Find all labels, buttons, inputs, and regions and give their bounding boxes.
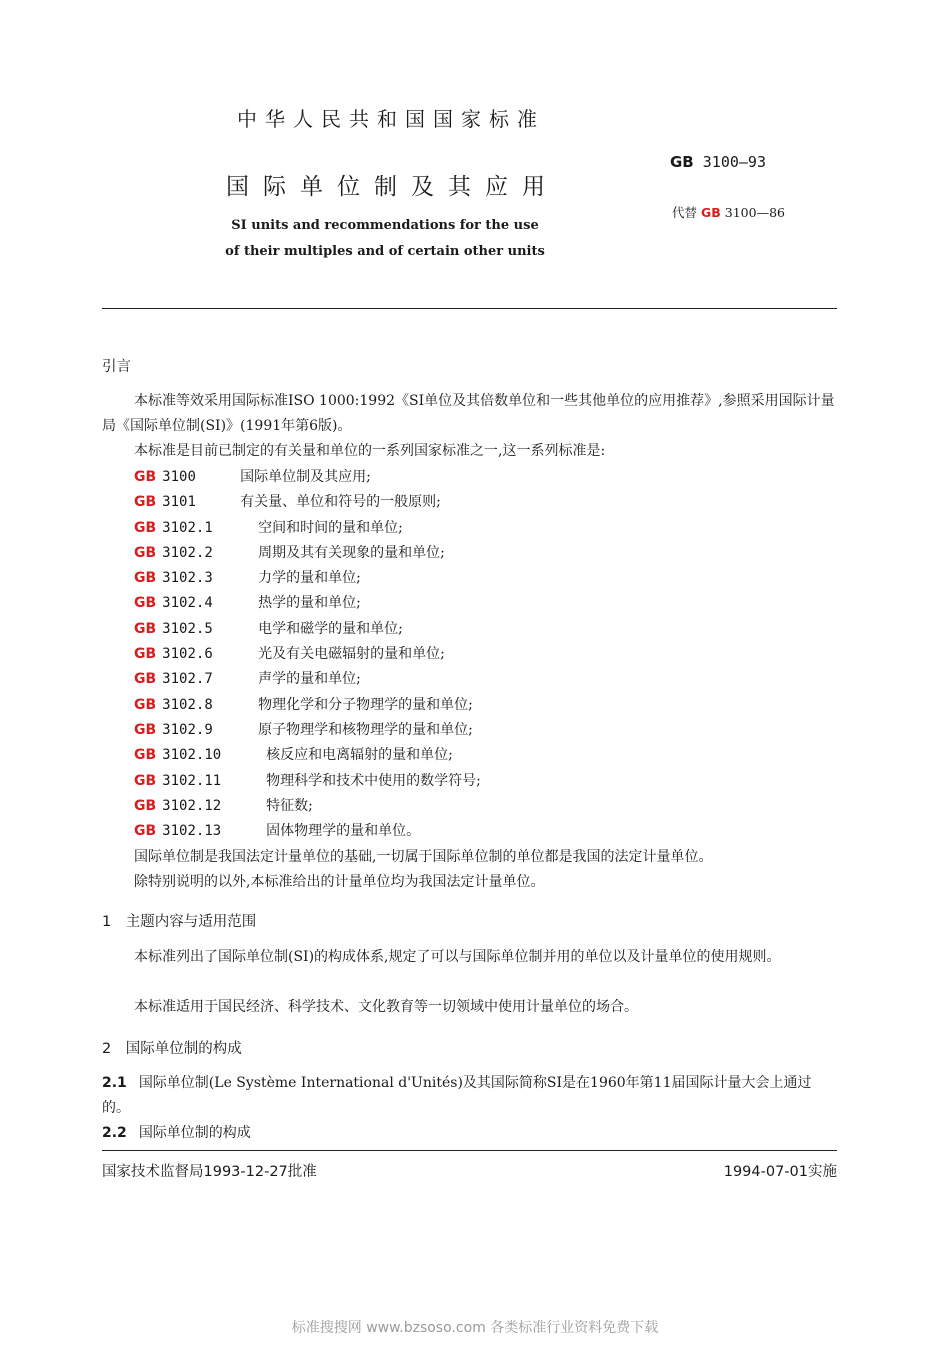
section-1-heading: 1 主题内容与适用范围 [102,914,257,930]
list-item-prefix: GB [134,620,157,637]
watermark: 标准搜搜网 www.bzsoso.com 各类标准行业资料免费下载 [291,1320,659,1336]
section-2-1-text: 国际单位制(Le Système International d'Unités)及其国际简称SI是在1960年第11届国际计量大会上通过的。 [102,1075,812,1116]
intro-paragraph-4: 除特别说明的以外,本标准给出的计量单位均为我国法定计量单位。 [134,874,545,890]
list-item-text: 国际单位制及其应用; [240,469,371,485]
standards-list-item [134,769,481,794]
list-item-text: 特征数; [266,797,313,814]
list-item-text: 热学的量和单位; [258,595,361,612]
list-item-code: 3102.3 [162,570,213,587]
standards-list-item [134,743,481,768]
list-item-code: 3102.11 [162,772,222,789]
list-item-code: 3102.10 [162,747,222,764]
replaces-prefix: GB [701,205,721,220]
list-item-prefix: GB [134,494,157,511]
standards-list-item [134,819,481,844]
standards-list [134,465,481,844]
list-item-code: 3102.13 [162,823,222,840]
list-item-code: 3100 [162,469,196,485]
standard-prefix: GB [670,153,694,171]
section-1-paragraph-1: 本标准列出了国际单位制(SI)的构成体系,规定了可以与国际单位制并用的单位以及计量单位的使用规则。 [134,949,781,965]
list-item-text: 电学和磁学的量和单位; [258,620,403,637]
list-item-prefix: GB [134,595,157,612]
standards-list-item [134,642,481,667]
standards-list-item [134,566,481,591]
list-item-code: 3102.1 [162,519,213,536]
list-item-code: 3102.5 [162,620,213,637]
intro-paragraph-3: 国际单位制是我国法定计量单位的基础,一切属于国际单位制的单位都是我国的法定计量单位。 [134,849,713,865]
list-item-prefix: GB [134,747,157,764]
list-item-prefix: GB [134,772,157,789]
standards-list-item [134,591,481,616]
list-item-prefix: GB [134,721,157,738]
standard-code: 3100—93 [702,153,766,171]
list-item-text: 声学的量和单位; [258,671,361,688]
list-item-prefix: GB [134,797,157,814]
list-item-text: 原子物理学和核物理学的量和单位; [258,721,473,738]
intro-heading: 引言 [102,359,131,375]
list-item-text: 物理科学和技术中使用的数学符号; [266,772,481,789]
approval-date: 国家技术监督局1993-12-27批准 [102,1164,317,1180]
list-item-code: 3102.9 [162,721,213,738]
list-item-text: 光及有关电磁辐射的量和单位; [258,646,445,663]
list-item-code: 3102.8 [162,696,213,713]
intro-paragraph-1: 本标准等效采用国际标准ISO 1000:1992《SI单位及其倍数单位和一些其他单位的应用推荐》,参照采用国际计量局《国际单位制(SI)》(1991年第6版)。 [102,393,835,434]
list-item-text: 核反应和电离辐射的量和单位; [266,747,453,764]
list-item-prefix: GB [134,544,157,561]
list-item-text: 有关量、单位和符号的一般原则; [240,494,441,511]
standards-list-item [134,718,481,743]
list-item-text: 固体物理学的量和单位。 [266,823,421,840]
standards-list-item [134,794,481,819]
header-divider [102,308,837,309]
list-item-code: 3101 [162,494,196,511]
section-2-2-number: 2.2 [102,1125,127,1141]
standards-list-item [134,617,481,642]
standards-list-item [134,693,481,718]
list-item-prefix: GB [134,671,157,688]
list-item-code: 3102.4 [162,595,213,612]
list-item-prefix: GB [134,469,157,485]
list-item-code: 3102.12 [162,797,222,814]
section-2-heading: 2 国际单位制的构成 [102,1041,242,1057]
national-standard-label: 中华人民共和国国家标准 [237,107,545,131]
standard-number [670,153,766,171]
footer-divider [102,1150,837,1151]
standards-list-item [134,465,481,490]
list-item-text: 力学的量和单位; [258,570,361,587]
list-item-prefix: GB [134,696,157,713]
section-2-2-text: 国际单位制的构成 [138,1125,251,1141]
list-item-text: 周期及其有关现象的量和单位; [258,544,445,561]
list-item-prefix: GB [134,646,157,663]
section-2-1-number: 2.1 [102,1075,127,1091]
replaces-standard [672,203,785,221]
section-2-1-paragraph [102,1071,838,1121]
list-item-prefix: GB [134,519,157,536]
list-item-code: 3102.6 [162,646,213,663]
list-item-prefix: GB [134,823,157,840]
footer [102,1160,837,1181]
section-2-2-paragraph [102,1121,838,1146]
list-item-text: 物理化学和分子物理学的量和单位; [258,696,473,713]
list-item-code: 3102.7 [162,671,213,688]
document-title-en-line2: of their multiples and of certain other units [225,244,545,259]
section-1-paragraph-2: 本标准适用于国民经济、科学技术、文化教育等一切领域中使用计量单位的场合。 [134,999,638,1015]
list-item-prefix: GB [134,570,157,587]
document-title-cn: 国际单位制及其应用 [226,174,559,200]
standards-list-item [134,541,481,566]
document-title-en-line1: SI units and recommendations for the use [231,218,539,233]
replaces-code: 3100—86 [724,205,785,220]
standards-list-item [134,516,481,541]
implementation-date: 1994-07-01实施 [723,1164,837,1180]
standards-list-item [134,490,481,515]
list-item-code: 3102.2 [162,544,213,561]
replaces-label: 代替 [672,205,698,220]
list-item-text: 空间和时间的量和单位; [258,519,403,536]
intro-paragraph-2: 本标准是目前已制定的有关量和单位的一系列国家标准之一,这一系列标准是: [134,443,606,459]
standards-list-item [134,667,481,692]
